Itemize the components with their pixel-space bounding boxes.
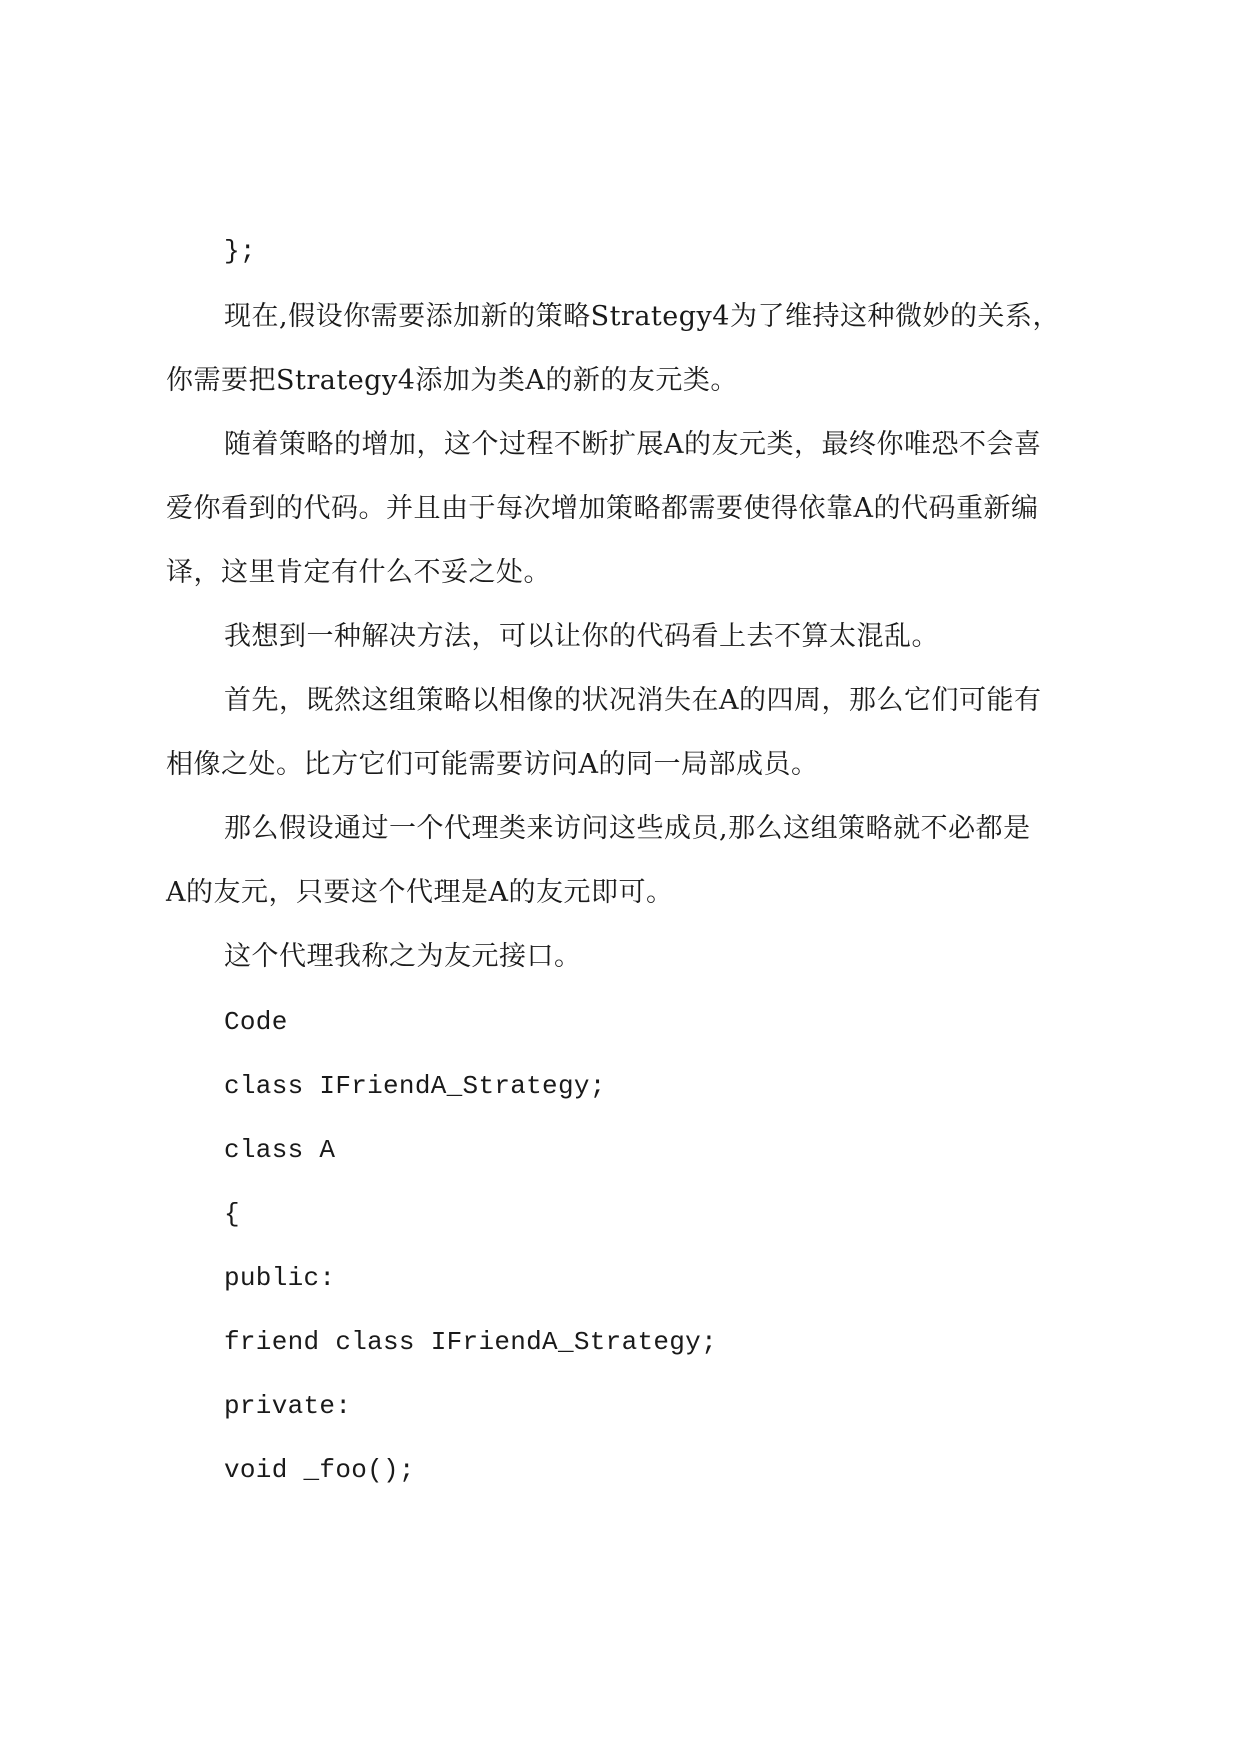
closing-brace: }; [224, 236, 256, 266]
code-line-friend-class: friend class IFriendA_Strategy; [224, 1327, 717, 1357]
paragraph-2-line-2: 爱你看到的代码。并且由于每次增加策略都需要使得依靠A的代码重新编 [166, 493, 1039, 524]
paragraph-5-line-2: A的友元，只要这个代理是A的友元即可。 [166, 877, 674, 908]
paragraph-5-line-1: 那么假设通过一个代理类来访问这些成员,那么这组策略就不必都是 [224, 813, 1031, 844]
paragraph-2-line-1: 随着策略的增加，这个过程不断扩展A的友元类，最终你唯恐不会喜 [224, 429, 1042, 460]
paragraph-1-line-1: 现在,假设你需要添加新的策略Strategy4为了维持这种微妙的关系， [224, 301, 1060, 332]
code-line-public: public: [224, 1263, 336, 1293]
paragraph-6-line-1: 这个代理我称之为友元接口。 [224, 941, 582, 972]
code-label: Code [224, 1007, 288, 1037]
code-line-foo: void _foo(); [224, 1455, 415, 1485]
code-line-private: private: [224, 1391, 352, 1421]
code-line-open-brace: { [224, 1199, 240, 1229]
paragraph-4-line-2: 相像之处。比方它们可能需要访问A的同一局部成员。 [166, 749, 819, 780]
code-line-forward-decl: class IFriendA_Strategy; [224, 1071, 606, 1101]
paragraph-3-line-1: 我想到一种解决方法，可以让你的代码看上去不算太混乱。 [224, 621, 939, 652]
paragraph-2-line-3: 译，这里肯定有什么不妥之处。 [166, 557, 551, 588]
paragraph-1-line-2: 你需要把Strategy4添加为类A的新的友元类。 [166, 365, 738, 396]
paragraph-4-line-1: 首先，既然这组策略以相像的状况消失在A的四周，那么它们可能有 [224, 685, 1042, 716]
code-line-class-a: class A [224, 1135, 336, 1165]
